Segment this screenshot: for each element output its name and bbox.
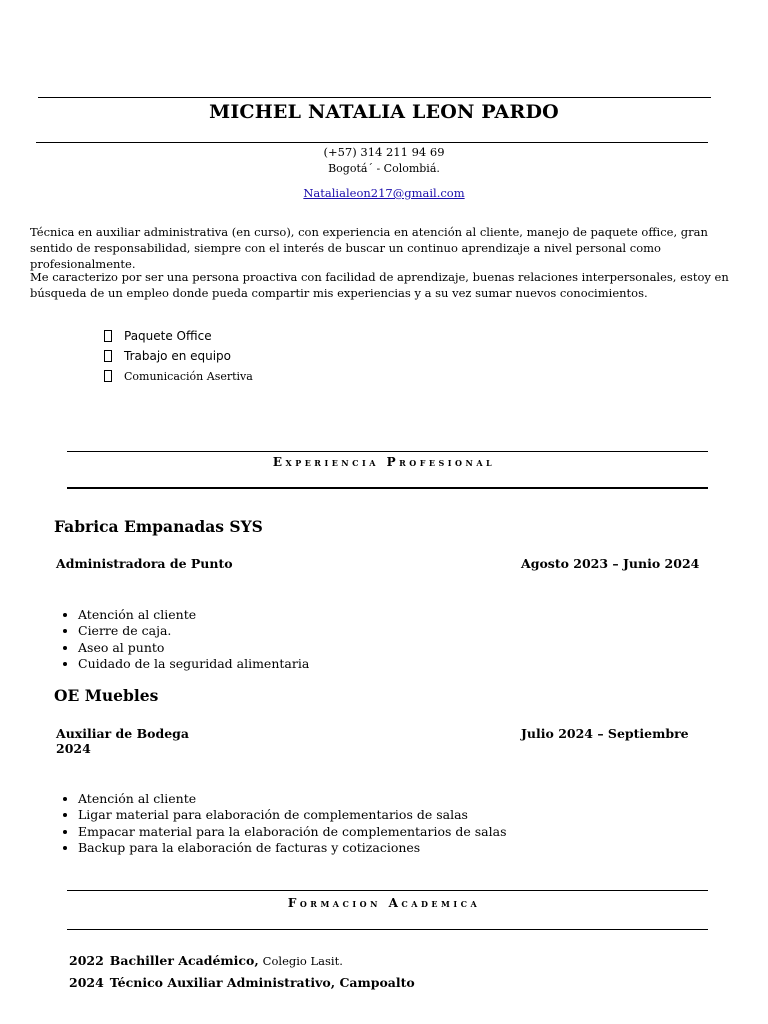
header-bottom-rule <box>36 142 708 143</box>
profile-paragraph-1: Técnica en auxiliar administrativa (en curso), con experiencia en atención al cliente, manejo de paquete office, gran sentido de responsabilidad, siempre con el interés de buscar un continuo aprendizaje a nivel personal como profesionalmente. <box>30 225 708 271</box>
skill-item: Trabajo en equipo <box>104 346 253 366</box>
profile-paragraph-2: Me caracterizo por ser una persona proactiva con facilidad de aprendizaje, buenas relaciones interpersonales, estoy en búsqueda de un empleo donde pueda compartir mis experiencias y a su vez sumar nuevos conocimientos. <box>30 270 729 300</box>
checkbox-icon <box>104 330 112 342</box>
experience-section-title: Experiencia Profesional <box>272 455 496 469</box>
list-item: • Cuidado de la seguridad alimentaria <box>78 656 309 672</box>
list-item: • Backup para la elaboración de facturas y cotizaciones <box>78 840 507 856</box>
skill-item: Paquete Office <box>104 326 253 346</box>
checkbox-icon <box>104 350 112 362</box>
education-list <box>69 950 415 994</box>
job-company: OE Muebles <box>54 686 159 705</box>
job-role: Administradora de Punto <box>56 556 233 571</box>
phone-number: (+57) 314 211 94 69 <box>323 145 445 159</box>
list-item: • Ligar material para elaboración de complementarios de salas <box>78 807 507 823</box>
list-item: • Cierre de caja. <box>78 623 309 639</box>
candidate-name: MICHEL NATALIA LEON PARDO <box>209 101 559 123</box>
education-section-title: Formacion Academica <box>287 896 481 910</box>
job-dates: Agosto 2023 – Junio 2024 <box>521 556 700 571</box>
checkbox-icon <box>104 370 112 382</box>
list-item: • Atención al cliente <box>78 607 309 623</box>
experience-top-rule <box>67 451 708 452</box>
job-role: Auxiliar de Bodega 2024 <box>56 726 190 756</box>
job-dates-continuation: 2024 <box>56 741 91 756</box>
job-task-list <box>56 791 507 856</box>
email-link[interactable]: Natalialeon217@gmail.com <box>303 186 465 200</box>
location: Bogotá´ - Colombiá. <box>328 162 440 175</box>
header-top-rule <box>38 97 711 98</box>
education-item: 2024 Técnico Auxiliar Administrativo, Campoalto <box>69 975 415 990</box>
job-company: Fabrica Empanadas SYS <box>54 517 263 536</box>
education-item: 2022 Bachiller Académico, Colegio Lasit. <box>69 953 343 968</box>
education-bottom-rule <box>67 929 708 930</box>
job-dates: Julio 2024 – Septiembre <box>521 726 689 741</box>
list-item: • Aseo al punto <box>78 640 309 656</box>
list-item: • Empacar material para la elaboración de complementarios de salas <box>78 824 507 840</box>
job-task-list <box>56 607 309 672</box>
education-top-rule <box>67 890 708 891</box>
skill-item: Comunicación Asertiva <box>104 366 253 386</box>
list-item: • Atención al cliente <box>78 791 507 807</box>
experience-bottom-rule <box>67 487 708 489</box>
skills-list <box>104 326 253 386</box>
